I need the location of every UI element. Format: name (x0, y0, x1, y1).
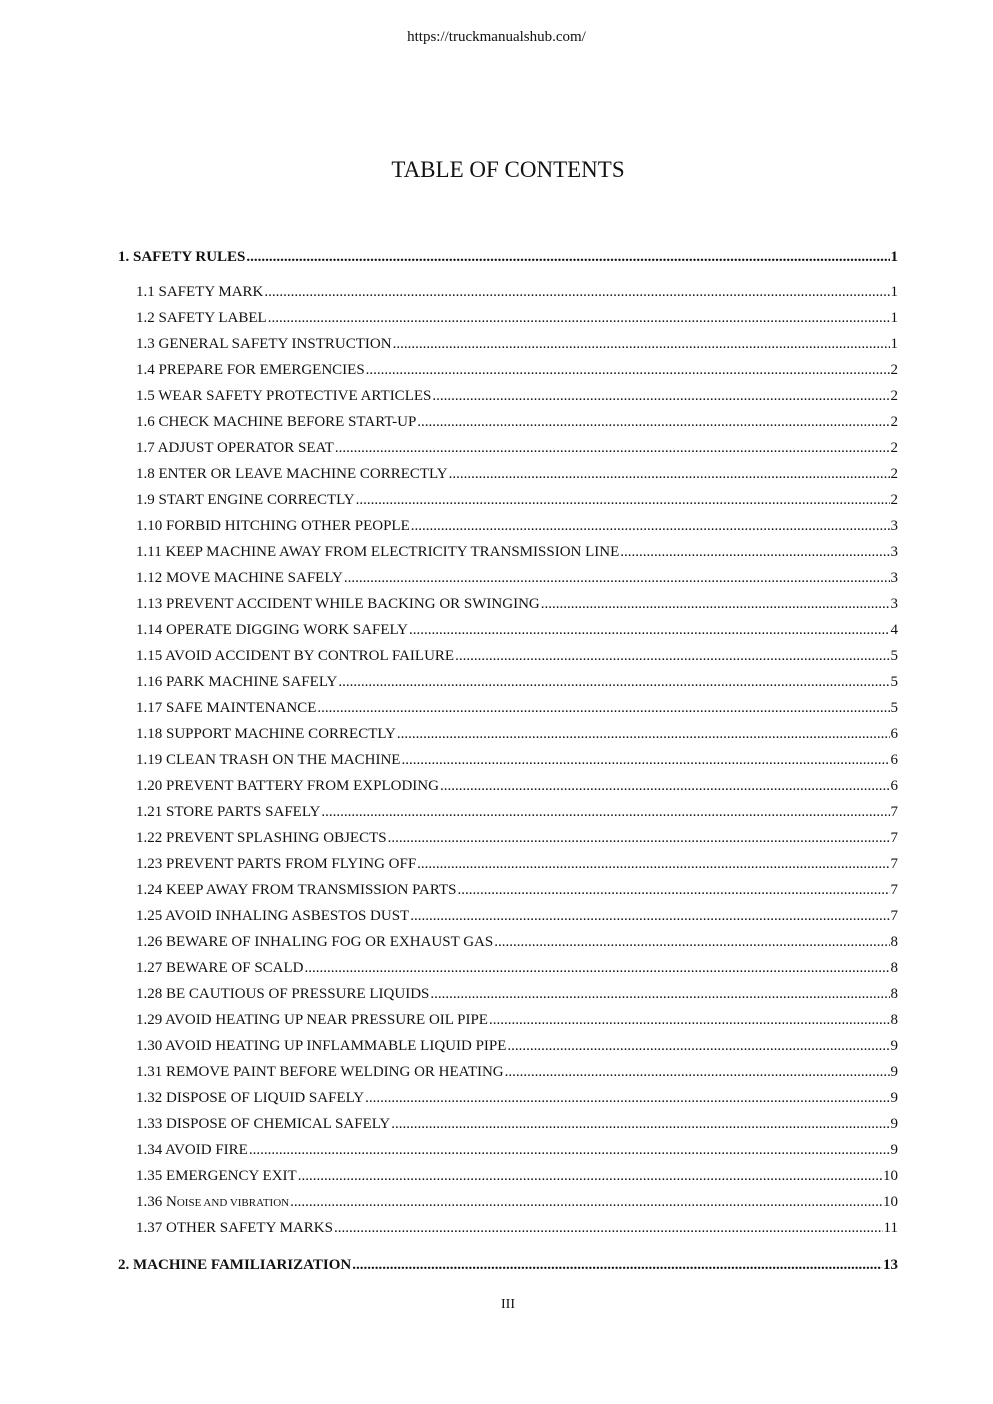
toc-entry-label: 1.23 PREVENT PARTS FROM FLYING OFF (136, 856, 417, 872)
toc-leader-dots (393, 331, 890, 357)
toc-leader-dots (417, 409, 889, 435)
toc-leader-dots (494, 929, 889, 955)
toc-entry-label: 1.35 EMERGENCY EXIT (136, 1168, 297, 1184)
toc-page-number: 9 (890, 1090, 898, 1106)
toc-leader-dots (410, 903, 889, 929)
toc-entry-label: 1.14 OPERATE DIGGING WORK SAFELY (136, 622, 408, 638)
toc-leader-dots (356, 487, 890, 513)
toc-entry-label: 1.19 CLEAN TRASH ON THE MACHINE (136, 752, 401, 768)
toc-entry-label: 1.25 AVOID INHALING ASBESTOS DUST (136, 908, 410, 924)
toc-entry[interactable] (118, 1215, 898, 1241)
toc-entry-label: 1.13 PREVENT ACCIDENT WHILE BACKING OR SWINGING (136, 596, 540, 612)
toc-leader-dots (317, 695, 889, 721)
toc-entry[interactable] (118, 747, 898, 773)
toc-leader-dots (409, 617, 890, 643)
toc-leader-dots (352, 1251, 882, 1279)
toc-entry[interactable] (118, 617, 898, 643)
toc-entry[interactable] (118, 435, 898, 461)
toc-leader-dots (417, 851, 889, 877)
toc-page-number: 1 (890, 249, 898, 265)
toc-entry[interactable] (118, 773, 898, 799)
toc-entry[interactable] (118, 409, 898, 435)
toc-page-number: 11 (883, 1220, 898, 1236)
toc-entry-label: 1.6 CHECK MACHINE BEFORE START-UP (136, 414, 417, 430)
toc-entry-label: 1.9 START ENGINE CORRECTLY (136, 492, 355, 508)
toc-leader-dots (264, 279, 889, 305)
toc-entry[interactable] (118, 669, 898, 695)
toc-leader-dots (541, 591, 890, 617)
toc-entry-label: 1.22 PREVENT SPLASHING OBJECTS (136, 830, 387, 846)
toc-entry[interactable] (118, 825, 898, 851)
toc-entry[interactable] (118, 1085, 898, 1111)
toc-page-number: 2 (890, 466, 898, 482)
toc-entry[interactable] (118, 331, 898, 357)
toc-page-number: 10 (883, 1168, 898, 1184)
toc-entry[interactable] (118, 981, 898, 1007)
toc-chapter-1[interactable] (118, 243, 898, 271)
toc-leader-dots (411, 513, 890, 539)
toc-leader-dots (449, 461, 890, 487)
toc-entry[interactable] (118, 877, 898, 903)
toc-entry-label: 1.11 KEEP MACHINE AWAY FROM ELECTRICITY TRANSMISSION LINE (136, 544, 620, 560)
toc-leader-dots (338, 669, 889, 695)
toc-page-number: 5 (890, 700, 898, 716)
toc-entry[interactable] (118, 357, 898, 383)
toc-entry[interactable] (118, 1059, 898, 1085)
toc-entry-label: 1.28 BE CAUTIOUS OF PRESSURE LIQUIDS (136, 986, 430, 1002)
toc-entry[interactable] (118, 1163, 898, 1189)
toc-entry[interactable] (118, 799, 898, 825)
toc-page-number: 7 (890, 908, 898, 924)
toc-entry-label: 1.2 SAFETY LABEL (136, 310, 267, 326)
toc-entry-label-small-caps: OISE AND VIBRATION (176, 1197, 290, 1209)
toc-page-number: 9 (890, 1064, 898, 1080)
toc-leader-dots (489, 1007, 890, 1033)
page-number-footer: III (501, 1297, 515, 1312)
toc-leader-dots (440, 773, 890, 799)
toc-page-number: 5 (890, 648, 898, 664)
toc-page-number: 6 (890, 778, 898, 794)
toc-entry[interactable] (118, 1189, 898, 1215)
toc-entry-label: 1.33 DISPOSE OF CHEMICAL SAFELY (136, 1116, 391, 1132)
page-title: TABLE OF CONTENTS (391, 157, 625, 182)
toc-leader-dots (430, 981, 889, 1007)
toc-leader-dots (505, 1059, 890, 1085)
toc-entry[interactable] (118, 305, 898, 331)
toc-entry[interactable] (118, 695, 898, 721)
toc-leader-dots (401, 747, 889, 773)
toc-leader-dots (432, 383, 889, 409)
toc-page-number: 3 (890, 570, 898, 586)
toc-leader-dots (365, 1085, 889, 1111)
toc-page-number: 6 (890, 726, 898, 742)
toc-entry-label: 1.12 MOVE MACHINE SAFELY (136, 570, 343, 586)
toc-page-number: 7 (890, 830, 898, 846)
toc-entry-label: 1.34 AVOID FIRE (136, 1142, 248, 1158)
header-url: https://truckmanualshub.com/ (407, 29, 586, 45)
toc-page-number: 8 (890, 986, 898, 1002)
toc-page-number: 10 (883, 1194, 898, 1210)
table-of-contents (118, 243, 898, 1279)
toc-entry-label: 1.10 FORBID HITCHING OTHER PEOPLE (136, 518, 410, 534)
toc-page-number: 3 (890, 544, 898, 560)
toc-page-number: 9 (890, 1116, 898, 1132)
toc-page-number: 8 (890, 1012, 898, 1028)
toc-entry[interactable] (118, 1111, 898, 1137)
toc-leader-dots (249, 1137, 890, 1163)
toc-page-number: 2 (890, 492, 898, 508)
toc-page-number: 5 (890, 674, 898, 690)
toc-entry[interactable] (118, 487, 898, 513)
toc-page-number: 3 (890, 518, 898, 534)
toc-entry[interactable] (118, 851, 898, 877)
toc-leader-dots (290, 1189, 882, 1215)
toc-leader-dots (344, 565, 890, 591)
toc-leader-dots (246, 243, 889, 271)
toc-entry[interactable] (118, 955, 898, 981)
toc-leader-dots (388, 825, 890, 851)
toc-entry-label: 1.3 GENERAL SAFETY INSTRUCTION (136, 336, 392, 352)
toc-leader-dots (391, 1111, 889, 1137)
toc-entry[interactable] (118, 721, 898, 747)
toc-leader-dots (366, 357, 890, 383)
toc-page-number: 1 (890, 284, 898, 300)
toc-leader-dots (620, 539, 889, 565)
toc-leader-dots (321, 799, 889, 825)
toc-leader-dots (397, 721, 890, 747)
toc-entry[interactable] (118, 565, 898, 591)
toc-chapter-label: 1. SAFETY RULES (118, 249, 246, 265)
toc-entry[interactable] (118, 1033, 898, 1059)
toc-chapter-label: 2. MACHINE FAMILIARIZATION (118, 1257, 352, 1273)
toc-page-number: 8 (890, 960, 898, 976)
toc-page-number: 7 (890, 856, 898, 872)
toc-leader-dots (457, 877, 889, 903)
toc-entry[interactable] (118, 279, 898, 305)
toc-page-number: 1 (890, 310, 898, 326)
toc-page-number: 2 (890, 440, 898, 456)
toc-entry[interactable] (118, 929, 898, 955)
toc-entry[interactable] (118, 903, 898, 929)
toc-page-number: 6 (890, 752, 898, 768)
toc-leader-dots (507, 1033, 889, 1059)
toc-leader-dots (334, 1215, 883, 1241)
toc-leader-dots (335, 435, 890, 461)
toc-entry[interactable] (118, 1137, 898, 1163)
toc-entry[interactable] (118, 461, 898, 487)
toc-entry[interactable] (118, 513, 898, 539)
toc-page-number: 2 (890, 414, 898, 430)
toc-entry-label: 1.8 ENTER OR LEAVE MACHINE CORRECTLY (136, 466, 448, 482)
toc-entry[interactable] (118, 383, 898, 409)
toc-page-number: 13 (883, 1257, 898, 1273)
toc-entry-label: 1.30 AVOID HEATING UP INFLAMMABLE LIQUID PIPE (136, 1038, 507, 1054)
toc-page-number: 3 (890, 596, 898, 612)
toc-entry-label-main: 1.36 N (136, 1194, 177, 1210)
toc-entry-label: 1.4 PREPARE FOR EMERGENCIES (136, 362, 365, 378)
toc-page-number: 9 (890, 1038, 898, 1054)
toc-page-number: 9 (890, 1142, 898, 1158)
toc-leader-dots (305, 955, 890, 981)
toc-page-number: 7 (890, 882, 898, 898)
toc-page-number: 1 (890, 336, 898, 352)
toc-entry-label: 1.18 SUPPORT MACHINE CORRECTLY (136, 726, 396, 742)
toc-chapter-2[interactable] (118, 1251, 898, 1279)
toc-entry-label: 1.26 BEWARE OF INHALING FOG OR EXHAUST GAS (136, 934, 494, 950)
toc-entry-label: 1.1 SAFETY MARK (136, 284, 264, 300)
toc-entry[interactable] (118, 591, 898, 617)
toc-entry-label: 1.15 AVOID ACCIDENT BY CONTROL FAILURE (136, 648, 455, 664)
toc-entry-label: 1.20 PREVENT BATTERY FROM EXPLODING (136, 778, 439, 794)
toc-entry-label: 1.7 ADJUST OPERATOR SEAT (136, 440, 334, 456)
toc-entry-label: 1.32 DISPOSE OF LIQUID SAFELY (136, 1090, 365, 1106)
toc-entry-label: 1.31 REMOVE PAINT BEFORE WELDING OR HEATING (136, 1064, 504, 1080)
toc-leader-dots (268, 305, 890, 331)
toc-entry-label: 1.21 STORE PARTS SAFELY (136, 804, 321, 820)
toc-entry[interactable] (118, 643, 898, 669)
toc-leader-dots (298, 1163, 882, 1189)
toc-leader-dots (455, 643, 889, 669)
toc-entry-label: 1.27 BEWARE OF SCALD (136, 960, 304, 976)
toc-entry-label: 1.5 WEAR SAFETY PROTECTIVE ARTICLES (136, 388, 432, 404)
toc-entry[interactable] (118, 1007, 898, 1033)
toc-page-number: 8 (890, 934, 898, 950)
toc-entry-label: 1.17 SAFE MAINTENANCE (136, 700, 317, 716)
toc-page-number: 2 (890, 362, 898, 378)
toc-page-number: 4 (890, 622, 898, 638)
toc-entry-label: 1.16 PARK MACHINE SAFELY (136, 674, 338, 690)
toc-entry-label: 1.24 KEEP AWAY FROM TRANSMISSION PARTS (136, 882, 457, 898)
toc-entry-label: 1.37 OTHER SAFETY MARKS (136, 1220, 333, 1236)
toc-entry-label (136, 1189, 289, 1216)
toc-page-number: 7 (890, 804, 898, 820)
toc-entry[interactable] (118, 539, 898, 565)
toc-page-number: 2 (890, 388, 898, 404)
toc-entry-label: 1.29 AVOID HEATING UP NEAR PRESSURE OIL PIPE (136, 1012, 488, 1028)
